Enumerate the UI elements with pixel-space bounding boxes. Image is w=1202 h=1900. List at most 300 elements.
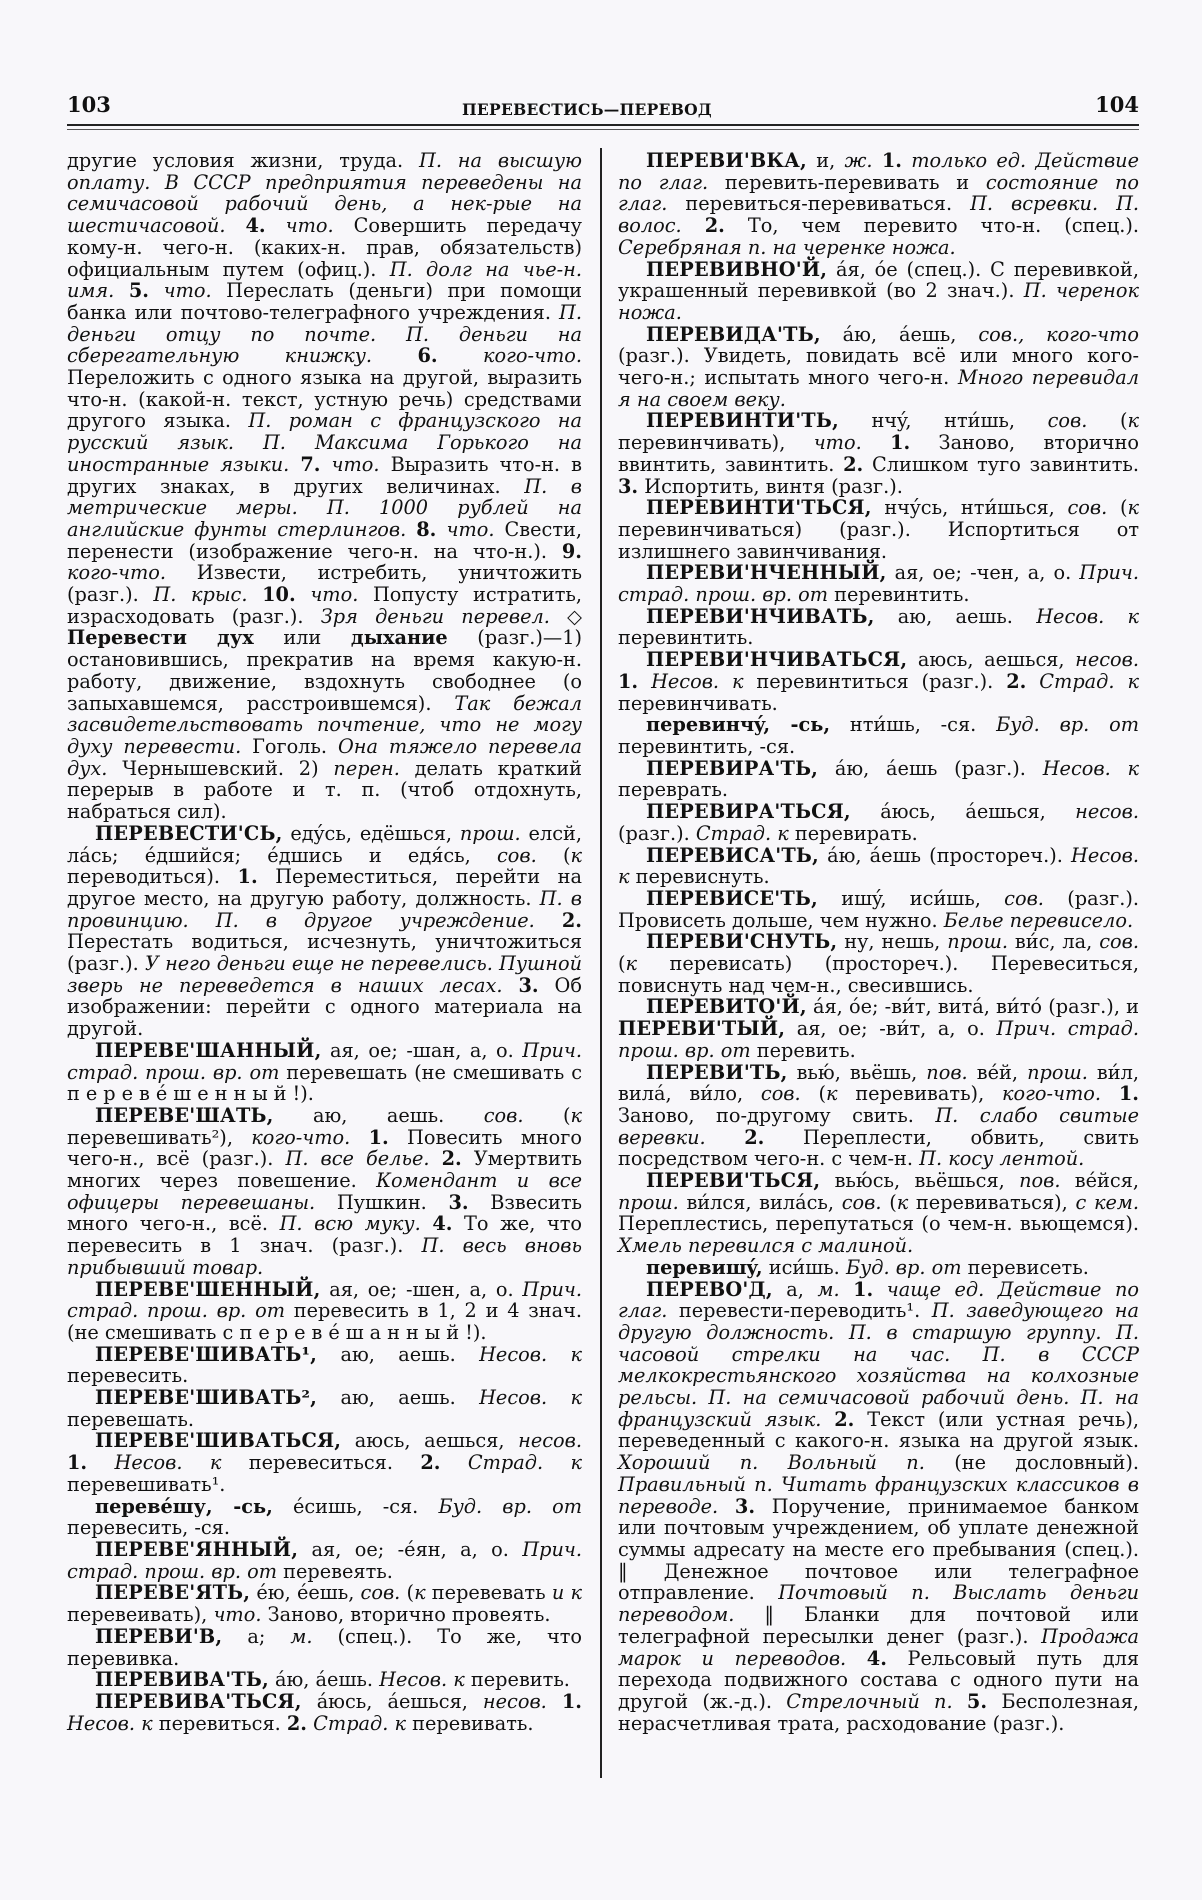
entry-text: перевéшанный <box>239 1320 466 1344</box>
entry-text <box>266 214 286 237</box>
entry-text: перевинтить, -ся. <box>618 734 796 758</box>
entry-text: Переслать (деньги) при помощи банка или почтово-телеграфного учреждения. <box>67 279 582 324</box>
entry-text <box>87 1451 114 1474</box>
italic-text: У него деньги еще не перевелись. Пушной зверь не переведется в наших лесах. <box>67 952 583 997</box>
bold-text: 8. <box>416 517 437 541</box>
entry-text: éсишь, -ся. <box>272 1494 439 1518</box>
entry-text <box>718 1495 735 1518</box>
entry-text: ( <box>1087 409 1128 433</box>
entry-text: Извести, истребить, уничтожить (разг.). <box>67 561 582 607</box>
entry-text: перевесить в 1, 2 и 4 знач. (не смешивать с <box>67 1299 582 1344</box>
left-column <box>67 150 582 1734</box>
dictionary-entry-pereviratsya <box>618 801 1139 844</box>
italic-text: перен. <box>333 756 400 780</box>
italic-text: что. <box>285 214 334 238</box>
entry-text: перевинчиваться) (разг.). Испортиться от излишнего завинчивания. <box>618 517 1139 563</box>
dictionary-entry-perevitsya <box>618 1170 1139 1257</box>
entry-text <box>503 974 519 997</box>
dictionary-entry-perevirat <box>618 758 1139 801</box>
italic-text: сов. <box>360 1581 401 1605</box>
entry-text <box>821 1408 834 1431</box>
entry-text <box>953 1690 967 1713</box>
italic-text: Серебряная п. на черенке ножа. <box>618 235 956 259</box>
entry-text: переврать. <box>618 778 729 802</box>
bold-text: 1. <box>237 865 258 889</box>
bold-text: 4. <box>245 214 266 238</box>
entry-text <box>638 670 651 693</box>
italic-text: что. <box>163 279 212 303</box>
dictionary-entry-perevewivatsya <box>67 1430 582 1495</box>
headword: ПЕРЕВИРА'ТЬ, <box>646 756 819 780</box>
italic-text: Она тяжело перевела дух. <box>67 734 582 780</box>
italic-text: Почтовый п. Выслать деньги переводом. <box>618 1581 1139 1627</box>
italic-text: Комендант и все офицеры перевешаны. <box>67 1169 583 1214</box>
entry-text: Заново, вторично провеять. <box>261 1603 551 1627</box>
entry-text: перевисеть. <box>961 1255 1089 1279</box>
bold-text: 1. <box>853 1277 874 1301</box>
italic-text: Страд. к <box>1039 669 1139 693</box>
header-rule <box>67 124 1139 126</box>
header-rule-thin <box>67 129 1139 130</box>
entry-text <box>247 583 262 606</box>
entry-text: перевиснуть. <box>629 865 770 889</box>
italic-text: к <box>414 1581 426 1605</box>
entry-text <box>706 1126 745 1149</box>
entry-text: áюсь, áешься, <box>850 800 1076 824</box>
dictionary-entry-perevewivat2 <box>67 1387 582 1430</box>
bold-text: 10. <box>262 583 296 607</box>
italic-text: Буд. вр. от <box>845 1255 962 1279</box>
entry-text: áю, áешь (разг.). <box>818 756 1043 780</box>
entry-text: (разг.). Провисеть дольше, чем нужно. <box>618 886 1139 932</box>
italic-text: сов. <box>496 843 537 867</box>
entry-text: перевешать. <box>67 1407 194 1431</box>
entry-text: перевинтиться (разг.). <box>743 669 1007 693</box>
italic-text: Страд. к <box>467 1451 582 1475</box>
dictionary-entry-perevishu <box>618 1257 1139 1279</box>
headword: ПЕРЕВИВА'ТЬСЯ, <box>95 1689 302 1713</box>
italic-text: несов. <box>1075 800 1139 824</box>
headword: ПЕРЕВИВНО'Й, <box>646 257 828 281</box>
dictionary-entry-perevivatsya <box>67 1691 582 1734</box>
italic-text: с кем. <box>1075 1190 1140 1214</box>
entry-text: ве́й, <box>967 1060 1028 1084</box>
entry-text: ◇ <box>549 604 583 628</box>
italic-text: прош. <box>459 821 521 845</box>
entry-text: Повесить много чего-н., всё (разг.). <box>67 1125 582 1171</box>
bold-text: 1. <box>881 149 902 172</box>
entry-text: ( <box>400 1581 415 1605</box>
italic-text: м. <box>817 1277 840 1301</box>
entry-text: То же, что перевесить в 1 знач. (разг.). <box>67 1212 582 1258</box>
entry-text <box>114 279 129 302</box>
italic-text: П. в метрические меры. П. 1000 рублей на английские фунты стерлингов. <box>67 474 582 541</box>
entry-text: переводиться). <box>67 865 238 889</box>
italic-text: Несов. к <box>479 1342 582 1366</box>
headword: ПЕРЕВЕ'ШИВАТЬ¹, <box>95 1342 318 1366</box>
italic-text: Прич. страд. прош. вр. от <box>67 1538 582 1583</box>
headword: ПЕРЕВЕ'ШАТЬ, <box>95 1103 274 1127</box>
bold-text: 5. <box>128 279 150 303</box>
entry-text <box>846 1647 867 1670</box>
entry-text <box>862 431 890 454</box>
entry-text: Рельсовый путь для перехода подвижного состава с одного пути на другой (ж.-д.). <box>618 1646 1139 1713</box>
entry-text: нчýсь, нти́шься, <box>871 496 1068 520</box>
entry-text: а; <box>222 1624 291 1648</box>
italic-text: сов. <box>483 1103 524 1127</box>
italic-text: и к <box>551 1581 582 1605</box>
entry-text: ая, ое; -чен, а, о. <box>886 561 1080 585</box>
italic-text: П. деньги отцу по почте. П. деньги на сберегательную книжку. <box>67 300 582 368</box>
bold-text: 1. <box>368 1125 389 1149</box>
bold-text: перевинчý, -сь, <box>646 713 831 737</box>
entry-text: перевешивать¹. <box>67 1472 226 1496</box>
headword: ПЕРЕВЕ'ШИВАТЬ², <box>95 1386 318 1410</box>
dictionary-entry-pereveyat <box>67 1582 582 1625</box>
headword: ПЕРЕВИ'ТЬСЯ, <box>646 1169 821 1193</box>
entry-text: перевирать. <box>788 821 918 845</box>
entry-text <box>225 214 245 237</box>
italic-text: Несов. к <box>479 1386 582 1410</box>
entry-text: ( <box>800 1082 826 1106</box>
dictionary-entry-perevivka <box>618 150 1139 259</box>
entry-text: (разг.)—1) остановившись, прекратив на время какую-н. работу, движение, вздохнуть свободнее (о запыхавшемся, расстроившемся). <box>67 626 582 715</box>
entry-text: делать краткий перерыв в работе и т. п. (чтоб отдохнуть, набраться сил). <box>67 756 582 824</box>
italic-text: сов. <box>1047 409 1088 433</box>
entry-text: ‖ Бланки для почтовой или телеграфной пересылки денег (разг.). <box>618 1603 1139 1648</box>
italic-text: Несов. к <box>1042 756 1139 780</box>
italic-text: к <box>570 843 582 867</box>
bold-text: Перевести дух <box>67 626 254 650</box>
entry-text <box>535 909 562 932</box>
entry-text <box>436 518 446 541</box>
italic-text: несов. <box>1075 648 1139 672</box>
headword: ПЕРЕВИСА'ТЬ, <box>646 843 819 867</box>
entry-text: Переложить с одного языка на другой, выразить что-н. (какой-н. текст, устную речь) средствами другого языка. <box>67 366 582 433</box>
dictionary-entry-perevishet <box>618 888 1139 931</box>
bold-text: 4. <box>866 1646 887 1670</box>
entry-text: ве́йся, <box>1060 1169 1140 1193</box>
right-column <box>618 150 1139 1734</box>
italic-text: Несов. к <box>379 1668 465 1692</box>
entry-text: перевинтить. <box>618 626 754 650</box>
entry-text: ая, ое; -éян, а, о. <box>298 1538 523 1561</box>
bold-text: перевишý, <box>646 1255 763 1279</box>
entry-text <box>1026 670 1039 693</box>
entry-text: áю, áешь. <box>268 1668 380 1692</box>
dictionary-entry-pereveyannyj <box>67 1539 582 1582</box>
headword: ПЕРЕВЕ'ЯТЬ, <box>95 1581 251 1605</box>
italic-text: что. <box>331 452 380 476</box>
entry-text <box>289 453 300 476</box>
entry-text: ая, ое; -шан, а, о. <box>321 1038 523 1062</box>
italic-text: П. косу лентой. <box>919 1147 1085 1171</box>
entry-text: иси́шь. <box>762 1255 846 1279</box>
bold-text: 1. <box>890 431 911 455</box>
bold-text: 3. <box>734 1494 756 1518</box>
bold-text: перевéшу, -сь, <box>95 1494 273 1518</box>
italic-text: пов. <box>926 1060 968 1084</box>
entry-text: áя, óе; -ви́т, витá, ви́тó (разг.), и <box>806 995 1139 1019</box>
italic-text: П. всю муку. <box>279 1212 421 1236</box>
italic-text: Продажа марок и переводов. <box>618 1624 1139 1670</box>
bold-text: 3. <box>618 474 639 498</box>
italic-text: П. всревки. П. волос. <box>618 192 1140 238</box>
italic-text: что. <box>213 1603 262 1627</box>
italic-text: Зря деньги перевел. <box>320 604 550 628</box>
headword: ПЕРЕВИНТИ'ТЬСЯ, <box>646 496 872 520</box>
entry-text: нти́шь, -ся. <box>830 713 997 737</box>
italic-text: несов. <box>518 1429 582 1453</box>
running-head: ПЕРЕВЕСТИСЬ—ПЕРЕВОД <box>462 100 712 119</box>
headword: ПЕРЕВЕСТИ'СЬ, <box>95 821 283 845</box>
entry-text: Бесполезная, нерасчетливая трата, расходование (разг.). <box>618 1689 1139 1735</box>
entry-text: Об изображении: перейти с одного материала на другой. <box>67 973 582 1041</box>
page-number-left: 103 <box>67 92 111 117</box>
entry-text: перевешивать²), <box>67 1125 252 1149</box>
entry-text: перевиваться), <box>908 1190 1076 1214</box>
entry-text <box>547 1690 562 1713</box>
italic-text: П. заведующего на другую должность. П. в старшую группу. П. часовой стрелки на час. П. в СССР мелкокрестьянского хозяйства на колхозные рельсы. П. на семичасовой рабочий день. П. на французский язык. <box>618 1299 1139 1431</box>
headword: ПЕРЕВИ'НЧЕННЫЙ, <box>646 561 887 585</box>
entry-text: перевить-перевивать и <box>708 170 986 194</box>
dictionary-entry-perevinchivat <box>618 606 1139 649</box>
bold-text: 1. <box>1118 1082 1139 1106</box>
italic-text: сов., кого-что <box>978 322 1139 346</box>
headword: ПЕРЕВИ'НЧИВАТЬСЯ, <box>646 648 908 672</box>
italic-text: Хороший п. Вольный п. <box>618 1451 925 1475</box>
italic-text: Так бежал засвидетельствовать почтение, что не могу духу перевести. <box>67 691 582 758</box>
entry-text: áю, áешь (простореч.). <box>818 843 1072 867</box>
dictionary-entry-perevewivat1 <box>67 1344 582 1387</box>
entry-text: То, чем перевито что-н. (спец.). <box>724 214 1139 238</box>
entry-text <box>421 1212 433 1235</box>
entry-text: Свести, перенести (изображение чего-н. на что-н.). <box>67 517 582 563</box>
entry-text <box>438 344 483 367</box>
italic-text: кого-что. <box>67 561 167 585</box>
entry-text: нчý, нти́шь, <box>838 409 1048 433</box>
italic-text: сов. <box>1067 496 1108 520</box>
italic-text: Прич. страд. прош. вр. от <box>618 1017 1139 1062</box>
bold-text: 9. <box>561 539 582 563</box>
page-header <box>67 92 1139 132</box>
dictionary-entry-perevewannyj <box>67 1040 582 1105</box>
italic-text: сов. <box>1099 930 1139 954</box>
entry-text: Текст (или устная речь), переведенный с какого-н. языка на другой язык. <box>618 1407 1139 1453</box>
dictionary-entry-perevitoj <box>618 996 1139 1061</box>
entry-text: перевешать (не смешивать с <box>279 1060 582 1084</box>
headword: ПЕРЕВИ'ТЫЙ, <box>618 1017 786 1041</box>
entry-text: ви́с, ла, <box>1007 930 1100 954</box>
bold-text: 5. <box>966 1689 988 1713</box>
entry-text: перевить. <box>464 1668 570 1692</box>
italic-text: что. <box>310 583 359 607</box>
entry-text: Выразить что-н. в других знаках, в других величинах. <box>67 452 582 498</box>
entry-text: аю, аешь. <box>874 604 1037 628</box>
entry-text: перевивать), <box>837 1082 1003 1106</box>
dictionary-entry-perevisat <box>618 845 1139 888</box>
italic-text: к <box>896 1190 909 1214</box>
entry-text: елсй, лáсь; éдшийся; éдшись и едя́сь, <box>67 821 582 867</box>
entry-text: Переместиться, перейти на другое место, на другую работу, должность. <box>67 865 583 910</box>
entry-text: ( <box>881 1190 897 1214</box>
italic-text: состояние по глаг. <box>618 170 1139 216</box>
italic-text: сов. <box>841 1190 882 1214</box>
entry-text: Пушкин. <box>315 1190 449 1214</box>
italic-text: Несов. к <box>618 843 1139 889</box>
italic-text: к <box>826 1082 838 1106</box>
italic-text: Белье перевисело. <box>943 908 1134 932</box>
bold-text: 1. <box>618 669 639 693</box>
bold-text: 2. <box>420 1451 441 1475</box>
entry-text: Перестать водиться, исчезнуть, уничтожиться (разг.). <box>67 930 582 976</box>
entry-text: перевесить, -ся. <box>67 1516 230 1540</box>
headword: ПЕРЕВИТО'Й, <box>646 995 807 1019</box>
entry-text: !). <box>292 1082 314 1106</box>
bold-text: 2. <box>1006 669 1027 693</box>
entry-text <box>682 214 705 237</box>
bold-text: 1. <box>67 1451 88 1475</box>
dictionary-entry-perevit <box>618 1062 1139 1171</box>
italic-text: Стрелочный п. <box>786 1689 953 1713</box>
entry-text: перевиться-перевиваться. <box>667 192 971 216</box>
bold-text: 7. <box>300 452 321 476</box>
entry-text: ви́л, вилá, ви́ло, <box>618 1060 1139 1106</box>
bold-text: дыхание <box>350 626 448 650</box>
italic-text: П. весь вновь прибывший товар. <box>67 1234 582 1279</box>
entry-text: Чернышевский. 2) <box>107 756 334 780</box>
entry-text: ну, нешь, <box>837 930 948 954</box>
italic-text: пов. <box>1019 1169 1061 1193</box>
entry-text: Слишком туго завинтить. <box>863 452 1139 476</box>
entry-text: áю, áешь, <box>820 322 979 346</box>
entry-text: (разг.). Увидеть, повидать всё или много кого-чего-н.; испытать много чего-н. <box>618 344 1139 390</box>
entry-text: Заново, вторично ввинтить, завинтить. <box>618 431 1139 476</box>
bold-text: 3. <box>518 973 539 997</box>
entry-text: и, <box>806 149 845 172</box>
dictionary-entry-perevod <box>618 1279 1139 1735</box>
entry-text <box>372 344 417 367</box>
dictionary-entry-perevewu <box>67 1496 582 1539</box>
entry-text: едýсь, едёшься, <box>282 821 460 845</box>
bold-text: 1. <box>561 1689 582 1713</box>
italic-text: к <box>625 952 638 976</box>
headword: ПЕРЕВИ'ТЬ, <box>646 1060 788 1084</box>
italic-text: к <box>1127 409 1139 433</box>
italic-text: сов. <box>760 1082 801 1106</box>
italic-text: П. черенок ножа. <box>618 279 1140 324</box>
italic-text: Хмель перевился с малиной. <box>618 1234 914 1258</box>
entry-text: перевевать <box>425 1581 552 1605</box>
entry-text: а, <box>772 1277 818 1301</box>
dictionary-entry-perevinchennyj <box>618 562 1139 605</box>
entry-text: перевеситься. <box>221 1451 421 1475</box>
headword: ПЕРЕВИ'ВКА, <box>646 149 807 172</box>
italic-text: прош. <box>618 1190 679 1214</box>
entry-text: перевить. <box>750 1038 856 1062</box>
entry-text: аюсь, аешься, <box>907 648 1076 672</box>
bold-text: 2. <box>834 1407 855 1431</box>
entry-text <box>873 1278 887 1301</box>
column-divider <box>600 148 602 1778</box>
italic-text: П. крыс. <box>153 583 248 607</box>
entry-text: ( <box>618 952 626 976</box>
dictionary-entry-perevivnoj <box>618 259 1139 324</box>
entry-text: вью́, вьёшь, <box>787 1060 927 1084</box>
italic-text: чаще ед. Действие по глаг. <box>618 1277 1139 1323</box>
entry-text: аю, аешь. <box>317 1342 480 1366</box>
entry-text: перевивать. <box>406 1711 534 1735</box>
italic-text: Несов. к <box>1036 604 1139 628</box>
entry-text <box>350 1126 368 1149</box>
entry-text: перевéшенный <box>67 1082 293 1106</box>
entry-text: Переплестись, перепутаться (о чем-н. вьющемся). <box>618 1212 1139 1236</box>
entry-text: Гоголь. <box>241 734 338 758</box>
italic-text: прош. <box>947 930 1008 954</box>
entry-text <box>320 453 331 476</box>
italic-text: П. в провинцию. П. в другое учреждение. <box>67 886 582 932</box>
italic-text: к <box>1127 496 1139 520</box>
entry-text: Испортить, винтя (разг.). <box>638 474 903 498</box>
italic-text: Несов. к <box>114 1451 222 1475</box>
italic-text: Несов. к <box>67 1711 153 1735</box>
headword: ПЕРЕВО'Д, <box>646 1277 773 1301</box>
entry-text: перевесить. <box>67 1364 189 1388</box>
entry-text: ви́лся, вилáсь, <box>678 1190 842 1214</box>
dictionary-entry-perevivat <box>67 1669 582 1691</box>
italic-text: П. роман с французского на русский язык. П. Максима Горького на иностранные языки. <box>67 409 582 476</box>
entry-text <box>430 1147 442 1170</box>
entry-text: (разг.). <box>618 821 696 845</box>
entry-text: Заново, по-другому свить. <box>618 1103 936 1127</box>
italic-text: П. долг на чье-н. имя. <box>67 257 582 303</box>
dictionary-entry-perevisnut <box>618 931 1139 996</box>
headword: ПЕРЕВЕ'ШЕННЫЙ, <box>95 1277 321 1301</box>
entry-text: Попусту истратить, израсходовать (разг.). <box>67 583 582 628</box>
entry-text: ( <box>1107 496 1128 520</box>
italic-text: к <box>570 1103 582 1127</box>
headword: ПЕРЕВИВА'ТЬ, <box>95 1668 269 1692</box>
entry-text: áюсь, áешься, <box>301 1689 483 1713</box>
italic-text: что. <box>813 431 862 455</box>
entry-text: Умертвить многих через повешение. <box>67 1147 582 1193</box>
bold-text: 2. <box>441 1147 462 1171</box>
entry-text: ( <box>523 1103 571 1127</box>
bold-text: 2. <box>843 452 864 476</box>
italic-text: Прич. страд. прош. вр. от <box>67 1038 582 1084</box>
entry-text: ишý, иси́шь, <box>817 886 1005 910</box>
entry-text: !). <box>465 1320 487 1344</box>
italic-text: Прич. страд. прош. вр. от <box>67 1277 582 1323</box>
italic-text: Буд. вр. от <box>996 713 1139 737</box>
bold-text: 2. <box>286 1711 308 1735</box>
bold-text: 6. <box>417 344 438 368</box>
page-number-right: 104 <box>1095 92 1139 117</box>
headword: ПЕРЕВЕ'ЯННЫЙ, <box>95 1538 299 1561</box>
bold-text: 4. <box>432 1212 453 1236</box>
italic-text: Прич. страд. прош. вр. от <box>618 561 1139 607</box>
italic-text: сов. <box>1004 886 1044 910</box>
italic-text: Много перевидал я на своем веку. <box>618 366 1139 411</box>
bold-text: 2. <box>704 214 725 238</box>
entry-text: перевеивать), <box>67 1603 214 1627</box>
entry-text: аюсь, аешься, <box>341 1429 519 1453</box>
dictionary-entry-perevestis <box>67 823 582 1040</box>
italic-text: Буд. вр. от <box>438 1494 583 1518</box>
headword: ПЕРЕВИ'СНУТЬ, <box>646 930 838 954</box>
entry-text: перевинтить. <box>828 583 970 607</box>
headword: ПЕРЕВЕ'ШИВАТЬСЯ, <box>95 1429 342 1453</box>
